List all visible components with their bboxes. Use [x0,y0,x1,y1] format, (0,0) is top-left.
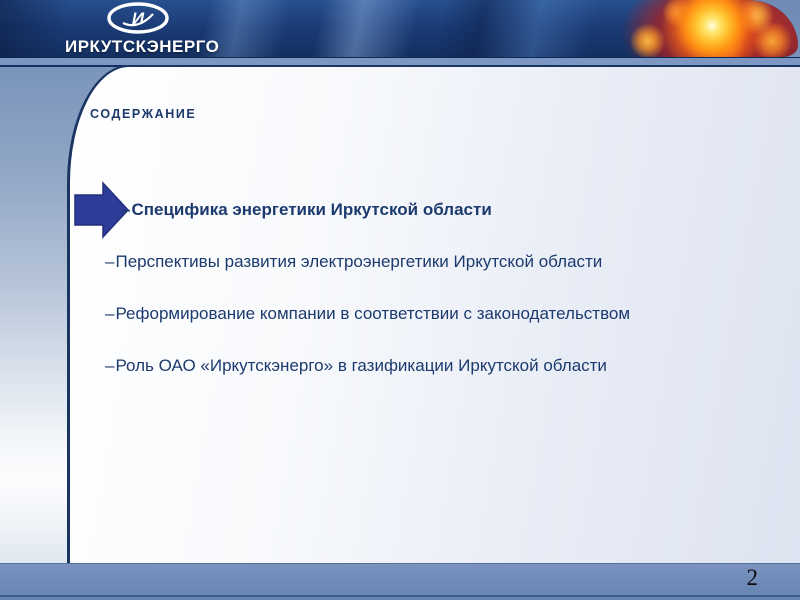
bullet-dash: – [105,252,115,271]
toc-item-label: Роль ОАО «Иркутскэнерго» в газификации Иркутской области [115,356,607,375]
toc-item-label: Специфика энергетики Иркутской области [131,200,492,219]
page-number: 2 [746,565,758,590]
irkutskenergo-emblem-icon [105,2,171,36]
orange-lights-decoration [583,0,798,57]
company-logo [65,2,220,56]
toc-item-2 [105,252,602,272]
toc-item-3 [105,304,630,324]
slide-title: СОДЕРЖАНИЕ [90,107,197,121]
toc-item-label: Реформирование компании в соответствии с законодательством [115,304,631,323]
toc-item-4 [105,356,607,376]
company-name: ИРКУТСКЭНЕРГО [65,37,220,56]
footer-bar [0,563,800,600]
header-bar [0,0,798,57]
toc-item-1 [121,200,492,220]
bullet-dash: – [105,356,115,375]
bullet-dash: – [121,200,131,219]
toc-item-label: Перспективы развития электроэнергетики Иркутской области [115,252,603,271]
svg-text:И: И [131,9,144,28]
bullet-dash: – [105,304,115,323]
